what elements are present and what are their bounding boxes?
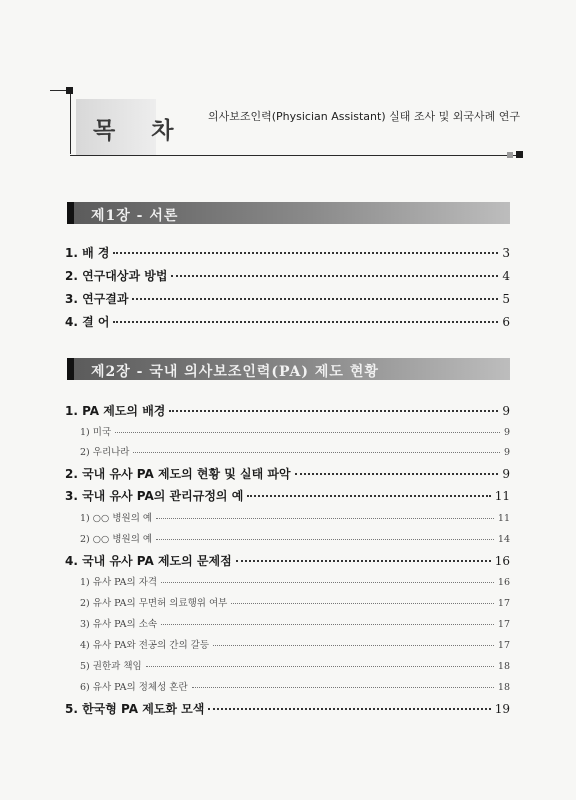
header-left-rule bbox=[70, 94, 71, 154]
toc-subentry[interactable] bbox=[80, 658, 510, 672]
leader-dots bbox=[113, 321, 498, 323]
toc-entry-text: 1) ○○ 병원의 예 bbox=[80, 513, 153, 524]
toc-subentry[interactable] bbox=[80, 595, 510, 609]
header-bottom-rule bbox=[70, 155, 520, 156]
leader-dots bbox=[161, 624, 494, 625]
chapter-2-bar bbox=[67, 358, 510, 380]
toc-subentry[interactable] bbox=[80, 531, 510, 545]
header-bottom-square-light bbox=[507, 152, 513, 158]
leader-dots bbox=[156, 518, 494, 519]
leader-dots bbox=[295, 473, 499, 475]
chapter-marker bbox=[67, 358, 74, 380]
toc-entry-page: 3 bbox=[502, 246, 510, 260]
leader-dots bbox=[115, 432, 500, 433]
toc-title: 목 차 bbox=[93, 118, 188, 144]
leader-dots bbox=[171, 275, 498, 277]
toc-entry-text: 2) 유사 PA의 무면허 의료행위 여부 bbox=[80, 598, 228, 609]
toc-entry-text: 1. PA 제도의 배경 bbox=[65, 404, 166, 418]
toc-entry-page: 9 bbox=[502, 404, 510, 418]
toc-entry-text: 1) 유사 PA의 자격 bbox=[80, 577, 158, 588]
toc-entry-page: 5 bbox=[502, 292, 510, 306]
toc-entry-text: 3) 유사 PA의 소속 bbox=[80, 619, 158, 630]
toc-entry[interactable] bbox=[65, 402, 510, 419]
toc-entry-page: 9 bbox=[503, 427, 510, 438]
toc-entry-text: 2. 연구대상과 방법 bbox=[65, 269, 168, 283]
toc-subentry[interactable] bbox=[80, 444, 510, 458]
toc-entry[interactable] bbox=[65, 267, 510, 284]
toc-entry-text: 6) 유사 PA의 정체성 혼란 bbox=[80, 682, 188, 693]
toc-entry[interactable] bbox=[65, 244, 510, 261]
toc-entry-page: 6 bbox=[502, 315, 510, 329]
header-bottom-square bbox=[516, 151, 523, 158]
chapter-1-bar bbox=[67, 202, 510, 224]
toc-entry-text: 2) ○○ 병원의 예 bbox=[80, 534, 153, 545]
toc-entry[interactable] bbox=[65, 313, 510, 330]
toc-entry-page: 4 bbox=[502, 269, 510, 283]
leader-dots bbox=[213, 645, 494, 646]
toc-entry-text: 1. 배 경 bbox=[65, 246, 110, 260]
leader-dots bbox=[133, 452, 499, 453]
leader-dots bbox=[132, 298, 498, 300]
leader-dots bbox=[146, 666, 494, 667]
toc-entry-page: 17 bbox=[497, 640, 510, 651]
toc-subentry[interactable] bbox=[80, 679, 510, 693]
toc-entry-text: 2. 국내 유사 PA 제도의 현황 및 실태 파악 bbox=[65, 467, 291, 481]
toc-entry[interactable] bbox=[65, 700, 510, 717]
header-top-square bbox=[66, 87, 73, 94]
toc-entry-text: 4. 결 어 bbox=[65, 315, 110, 329]
toc-entry-text: 4. 국내 유사 PA 제도의 문제점 bbox=[65, 554, 232, 568]
leader-dots bbox=[231, 603, 494, 604]
toc-entry-page: 17 bbox=[497, 619, 510, 630]
toc-entry-page: 18 bbox=[497, 682, 510, 693]
toc-entry-text: 1) 미국 bbox=[80, 427, 112, 438]
document-title: 의사보조인력(Physician Assistant) 실태 조사 및 외국사례 연구 bbox=[207, 110, 520, 123]
toc-subentry[interactable] bbox=[80, 637, 510, 651]
toc-entry[interactable] bbox=[65, 465, 510, 482]
leader-dots bbox=[192, 687, 494, 688]
toc-entry-text: 5) 권한과 책임 bbox=[80, 661, 142, 672]
leader-dots bbox=[113, 252, 498, 254]
toc-entry-page: 11 bbox=[497, 513, 510, 524]
chapter-marker bbox=[67, 202, 74, 224]
toc-entry-text: 3. 연구결과 bbox=[65, 292, 129, 306]
toc-subentry[interactable] bbox=[80, 574, 510, 588]
toc-subentry[interactable] bbox=[80, 424, 510, 438]
toc-entry-text: 5. 한국형 PA 제도화 모색 bbox=[65, 702, 205, 716]
leader-dots bbox=[247, 495, 490, 497]
toc-entry-page: 9 bbox=[503, 447, 510, 458]
toc-entry-page: 18 bbox=[497, 661, 510, 672]
chapter-1-title: 제1장 - 서론 bbox=[91, 208, 179, 224]
leader-dots bbox=[161, 582, 494, 583]
leader-dots bbox=[236, 560, 491, 562]
toc-entry-page: 19 bbox=[494, 702, 510, 716]
toc-subentry[interactable] bbox=[80, 510, 510, 524]
toc-entry[interactable] bbox=[65, 552, 510, 569]
toc-entry-page: 16 bbox=[497, 577, 510, 588]
toc-subentry[interactable] bbox=[80, 616, 510, 630]
toc-entry-text: 2) 우리나라 bbox=[80, 447, 130, 458]
toc-entry[interactable] bbox=[65, 290, 510, 307]
toc-entry-text: 3. 국내 유사 PA의 관리규정의 예 bbox=[65, 489, 244, 503]
leader-dots bbox=[156, 539, 494, 540]
toc-entry[interactable] bbox=[65, 487, 510, 504]
toc-entry-page: 16 bbox=[494, 554, 510, 568]
toc-entry-page: 9 bbox=[502, 467, 510, 481]
leader-dots bbox=[169, 410, 498, 412]
toc-entry-text: 4) 유사 PA와 전공의 간의 갈등 bbox=[80, 640, 210, 651]
leader-dots bbox=[208, 708, 490, 710]
chapter-2-title: 제2장 - 국내 의사보조인력(PA) 제도 현황 bbox=[91, 364, 379, 380]
toc-entry-page: 17 bbox=[497, 598, 510, 609]
toc-entry-page: 14 bbox=[497, 534, 510, 545]
toc-entry-page: 11 bbox=[494, 489, 510, 503]
